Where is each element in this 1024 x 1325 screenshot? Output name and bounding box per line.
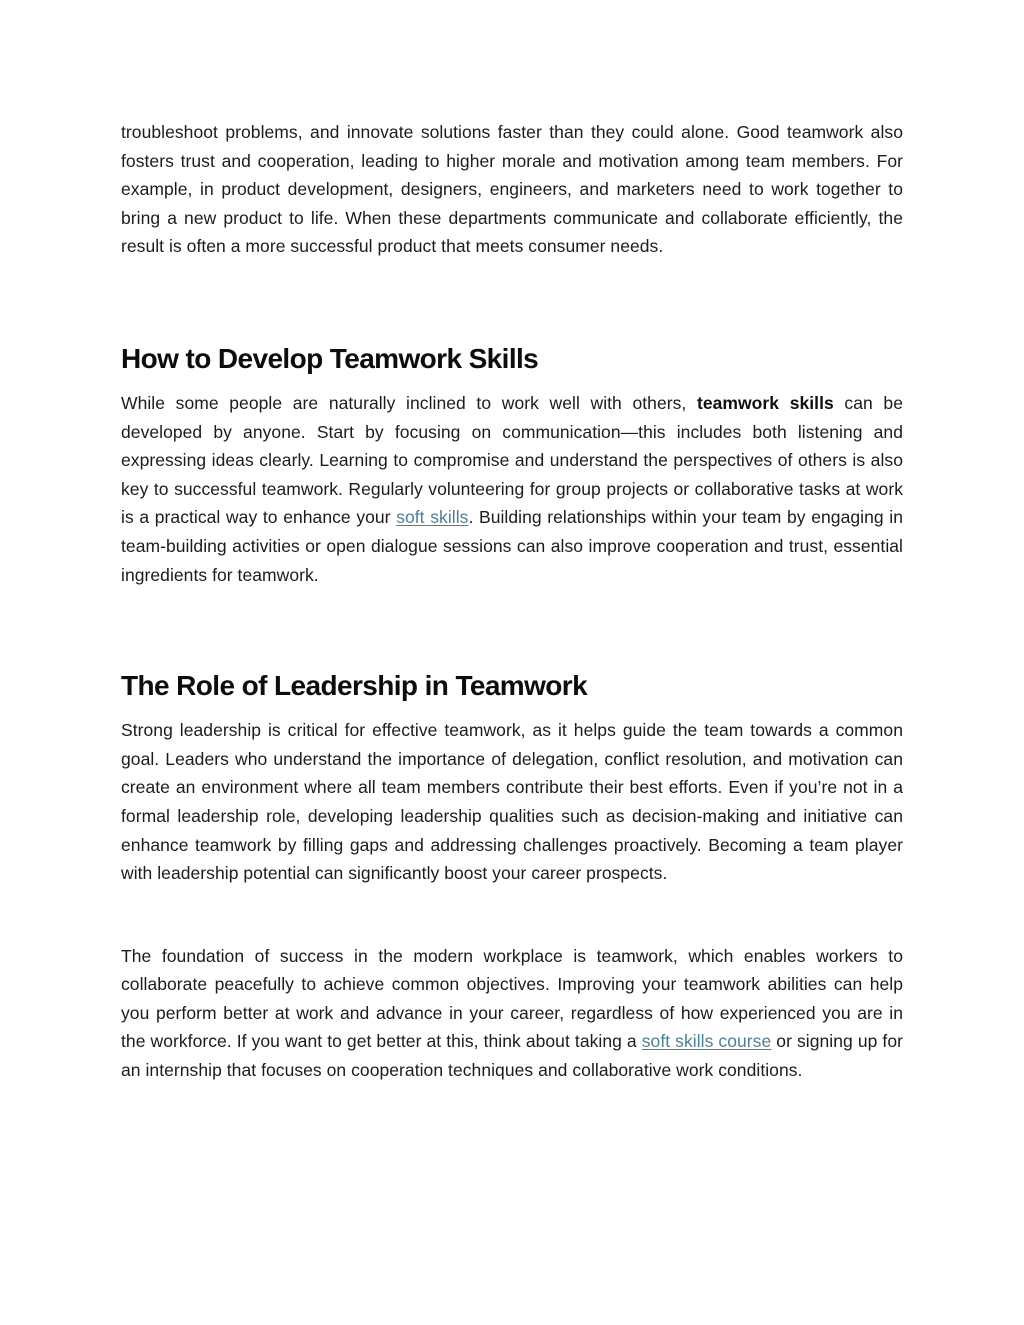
- teamwork-skills-bold: teamwork skills: [696, 392, 834, 413]
- soft-skills-course-link[interactable]: soft skills course: [641, 1031, 772, 1052]
- leadership-heading: The Role of Leadership in Teamwork: [121, 670, 588, 702]
- conclusion-paragraph: [121, 942, 903, 1085]
- conclusion-text-start: The foundation of success in the modern workplace is teamwork, which enables workers to collaborate peacefully to achieve common objectives. Improving your teamwork abilities can help you perform better at work and advance in your career, regardless of how experienced you are in the workforce. If you want to get better at this, think about taking a: [121, 945, 903, 1052]
- conclusion-text-end: or signing up for an internship that focuses on cooperation techniques and collaborative work conditions.: [121, 1031, 903, 1081]
- soft-skills-link[interactable]: soft skills: [396, 507, 469, 528]
- intro-paragraph: troubleshoot problems, and innovate solutions faster than they could alone. Good teamwork also fosters trust and cooperation, leading to higher morale and motivation among team members. For example, in product development, designers, engineers, and marketers need to work together to bring a new product to life. When these departments communicate and collaborate efficiently, the result is often a more successful product that meets consumer needs.: [121, 122, 903, 257]
- develop-teamwork-heading: How to Develop Teamwork Skills: [121, 342, 539, 374]
- develop-text-end: . Building relationships within your team by engaging in team-building activities or open dialogue sessions can also improve cooperation and trust, essential ingredients for teamwork.: [121, 507, 903, 585]
- develop-teamwork-paragraph: [121, 389, 903, 589]
- leadership-paragraph: Strong leadership is critical for effective teamwork, as it helps guide the team towards a common goal. Leaders who understand the importance of delegation, conflict resolution, and motivation can create an environment where all team members contribute their best efforts. Even if you’re not in a formal leadership role, developing leadership qualities such as decision-making and initiative can enhance teamwork by filling gaps and addressing challenges proactively. Becoming a team player with leadership potential can significantly boost your career prospects.: [121, 720, 903, 884]
- develop-text-middle: can be developed by anyone. Start by focusing on communication—this includes both listening and expressing ideas clearly. Learning to compromise and understand the perspectives of others is also key to successful teamwork. Regularly volunteering for group projects or collaborative tasks at work is a practical way to enhance your: [121, 392, 903, 528]
- document-page: [121, 118, 903, 1085]
- develop-text-start: While some people are naturally inclined to work well with others,: [121, 392, 697, 413]
